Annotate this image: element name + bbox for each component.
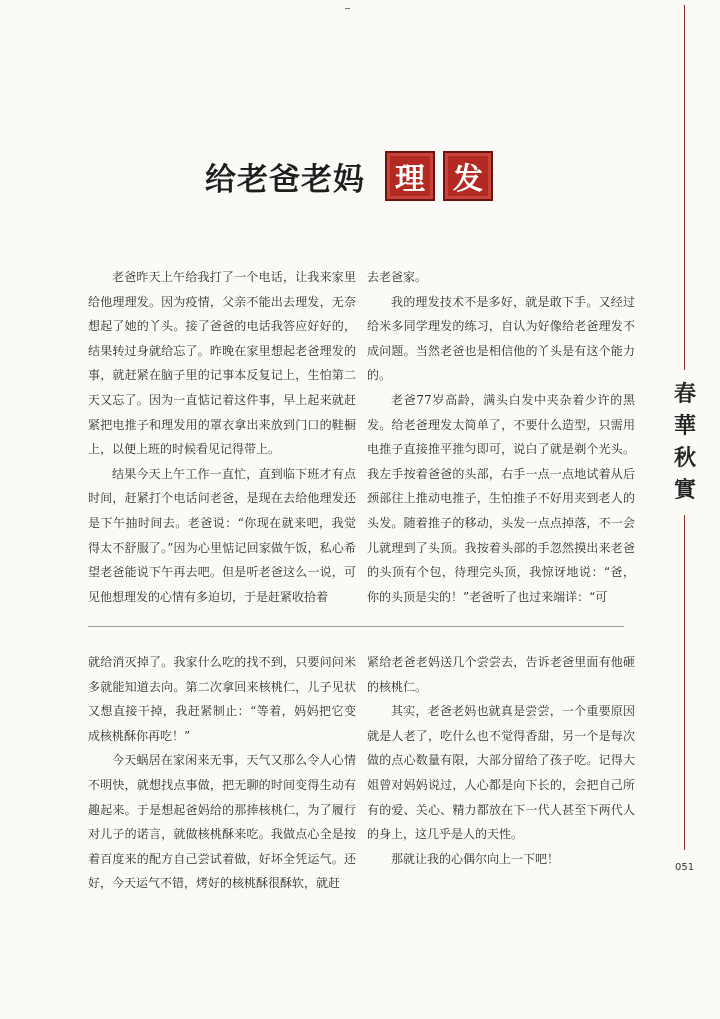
title-main-text: 给老爸老妈 [205, 161, 365, 198]
paragraph: 那就让我的心偶尔向上一下吧！ [391, 851, 560, 866]
margin-rule-bottom [684, 515, 685, 850]
text-column-4 [367, 650, 635, 871]
paragraph: 就给消灭掉了。我家什么吃的找不到，只要问问米多就能知道去向。第二次拿回来核桃仁，儿子见状又想直接干掉，我赶紧制止：“等着，妈妈把它变成核桃酥你再吃！” [88, 655, 356, 743]
paragraph: 今天蜗居在家闲来无事，天气又那么令人心情不明快，就想找点事做，把无聊的时间变得生动有趣起来。于是想起爸妈给的那捧核桃仁，为了履行对儿子的诺言，就做核桃酥来吃。我做点心全是按着百度来的配方自己尝试着做，好坏全凭运气。还好，今天运气不错，烤好的核桃酥很酥软，就赶 [88, 753, 356, 891]
column-label-char: 華 [673, 413, 696, 439]
paragraph: 老爸昨天上午给我打了一个电话，让我来家里给他理理发。因为疫情，父亲不能出去理发，无奈想起了她的丫头。接了爸爸的电话我答应好好的，结果转过身就给忘了。昨晚在家里想起老爸理发的事，就赶紧在脑子里的记事本反复记上，生怕第二天又忘了。因为一直惦记着这件事，早上起来就赶紧把电推子和理发用的罩衣拿出来放到门口的鞋橱上，以便上班的时候看见记得带上。 [88, 270, 356, 457]
column-label [664, 378, 706, 506]
text-column-1 [88, 265, 356, 609]
column-label-char: 秋 [673, 445, 696, 471]
column-label-char: 實 [673, 477, 696, 503]
paragraph: 老爸77岁高龄，满头白发中夹杂着少许的黑发。给老爸理发太简单了，不要什么造型，只需用电推子直接推平推匀即可，说白了就是剃个光头。我左手按着爸爸的头部，右手一点一点地试着从后颈部往上推动电推子，生怕推子不好用夹到老人的头发。随着推子的移动，头发一点点掉落，不一会儿就理到了头顶。我按着头部的手忽然摸出来老爸的头顶有个包，待理完头顶，我惊讶地说：“爸，你的头顶是尖的！”老爸听了也过来端详：“可 [367, 392, 635, 604]
text-column-2 [367, 265, 635, 609]
paragraph: 结果今天上午工作一直忙，直到临下班才有点时间，赶紧打个电话问老爸，是现在去给他理发还是下午抽时间去。老爸说：“你现在就来吧，我觉得太不舒服了。”因为心里惦记回家做午饭，私心希望老爸能说下午再去吧。但是听老爸这么一说，可见他想理发的心情有多迫切，于是赶紧收拾着 [88, 466, 356, 604]
page-number: 051 [675, 862, 695, 873]
paragraph: 去老爸家。 [367, 270, 428, 284]
column-label-char: 春 [673, 381, 696, 407]
article-title [205, 150, 501, 202]
title-boxed-char-1: 理 [385, 151, 435, 201]
paragraph: 其实，老爸老妈也就真是尝尝，一个重要原因就是人老了，吃什么也不觉得香甜，另一个是每次做的点心数量有限，大部分留给了孩子吃。记得大姐曾对妈妈说过，人心都是向下长的，会把自己所有的爱、关心、精力都放在下一代人甚至下两代人的身上，这几乎是人的天性。 [367, 704, 635, 842]
paragraph: 我的理发技术不是多好，就是敢下手。又经过给米多同学理发的练习，自认为好像给老爸理发不成问题。当然老爸也是相信他的丫头是有这个能力的。 [367, 294, 635, 383]
paragraph: 紧给老爸老妈送几个尝尝去，告诉老爸里面有他砸的核桃仁。 [367, 655, 635, 694]
title-boxed-char-2: 发 [443, 151, 493, 201]
section-divider [88, 626, 624, 627]
margin-rule-top [684, 5, 685, 370]
top-mark [345, 8, 350, 9]
text-column-3 [88, 650, 356, 896]
